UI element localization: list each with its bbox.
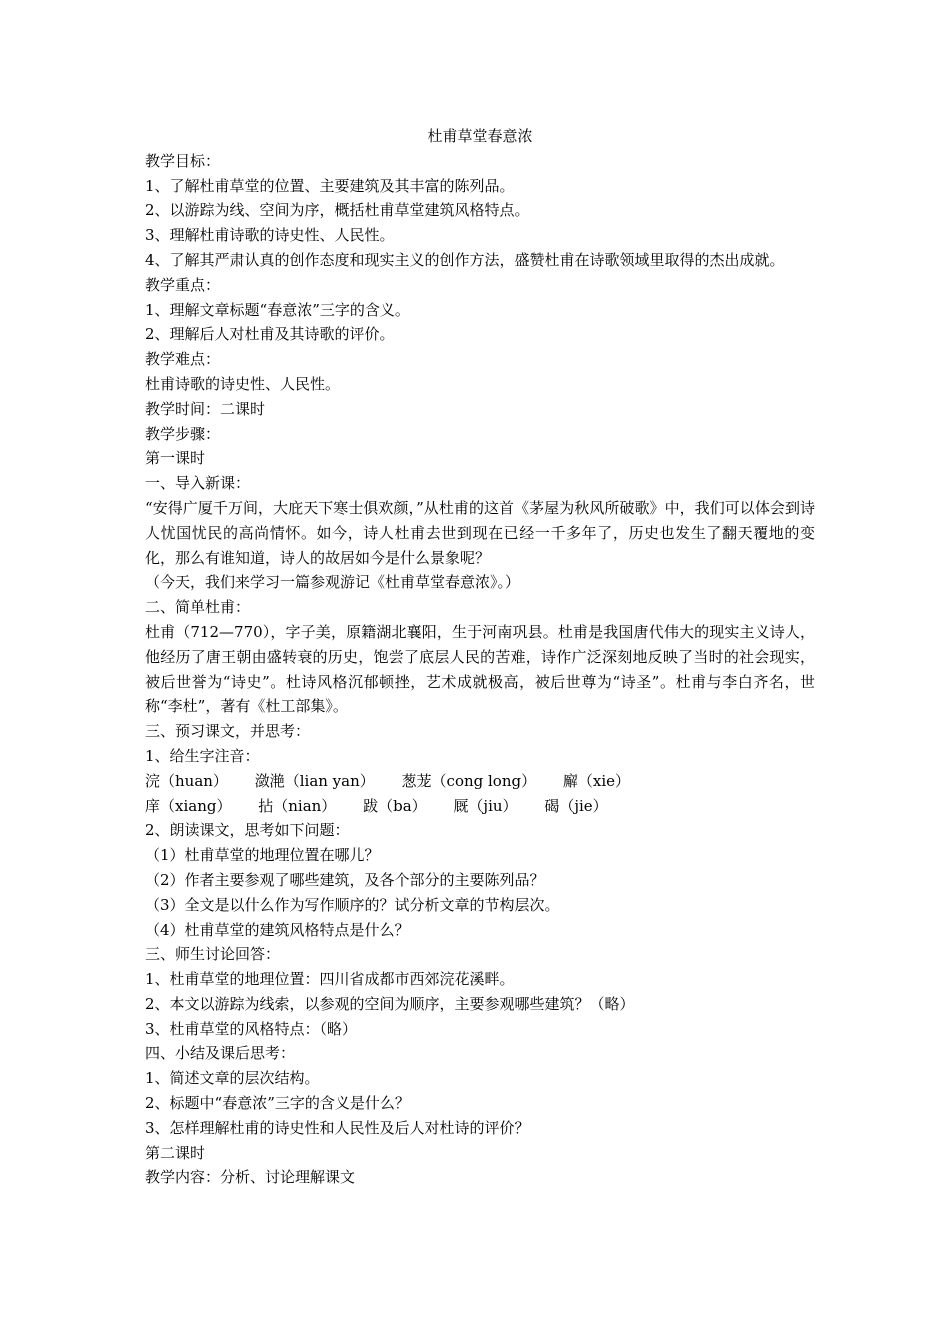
discuss-item: 2、本文以游踪为线索，以参观的空间为顺序，主要参观哪些建筑？（略） [145, 994, 635, 1013]
intro-text: “安得广厦千万间，大庇天下寒士俱欢颜，”从杜甫的这首《茅屋为秋风所破歌》中，我们可以体会到诗人忧国忧民的高尚情怀。如今，诗人杜甫去世到现在已经一千多年了，历史也发生了翻天覆地的变化，那么有谁知道，诗人的故居如今是什么景象呢？ [145, 498, 815, 567]
summary-item: 2、标题中“春意浓”三字的含义是什么？ [145, 1094, 410, 1113]
focus-item: 2、理解后人对杜甫及其诗歌的评价。 [145, 325, 395, 344]
discuss-heading: 三、师生讨论回答： [145, 945, 281, 964]
difficulty-heading: 教学难点： [145, 350, 221, 369]
goals-heading: 教学目标： [145, 151, 221, 170]
lesson-one-heading: 第一课时 [145, 449, 206, 468]
goal-item: 4、了解其严肃认真的创作态度和现实主义的创作方法，盛赞杜甫在诗歌领域里取得的杰出成就。 [145, 250, 785, 269]
content-text: 教学内容：分析、讨论理解课文 [145, 1168, 356, 1187]
bio-heading: 二、简单杜甫： [145, 598, 251, 617]
pinyin-row [145, 769, 815, 794]
summary-item: 1、简述文章的层次结构。 [145, 1069, 320, 1088]
discuss-item: 3、杜甫草堂的风格特点：（略） [145, 1019, 358, 1038]
intro-heading: 一、导入新课： [145, 474, 251, 493]
intro-note: （今天，我们来学习一篇参观游记《杜甫草堂春意浓》。） [145, 573, 521, 592]
pinyin-row [145, 794, 815, 819]
question-item: （3）全文是以什么作为写作顺序的？试分析文章的节构层次。 [145, 895, 560, 914]
pinyin-item: 碣（jie） [544, 796, 608, 815]
preview-heading: 三、预习课文，并思考： [145, 722, 311, 741]
pinyin-heading: 1、给生字注音： [145, 746, 260, 765]
pinyin-item: 浣（huan） [145, 771, 228, 790]
lesson-two-heading: 第二课时 [145, 1143, 206, 1162]
question-item: （1）杜甫草堂的地理位置在哪儿？ [145, 846, 380, 865]
pinyin-item: 潋滟（lian yan） [254, 771, 375, 790]
question-item: （2）作者主要参观了哪些建筑，及各个部分的主要陈列品？ [145, 870, 545, 889]
questions-heading: 2、朗读课文，思考如下问题： [145, 821, 350, 840]
document-page [145, 124, 815, 1190]
pinyin-item: 跋（ba） [363, 796, 427, 815]
document-title: 杜甫草堂春意浓 [427, 127, 533, 145]
discuss-item: 1、杜甫草堂的地理位置：四川省成都市西郊浣花溪畔。 [145, 970, 515, 989]
pinyin-item: 厩（jiu） [453, 796, 518, 815]
time-text: 教学时间：二课时 [145, 399, 266, 418]
question-item: （4）杜甫草堂的建筑风格特点是什么？ [145, 920, 410, 939]
summary-item: 3、怎样理解杜甫的诗史性和人民性及后人对杜诗的评价？ [145, 1118, 530, 1137]
focus-item: 1、理解文章标题“春意浓”三字的含义。 [145, 300, 410, 319]
focus-heading: 教学重点： [145, 275, 221, 294]
summary-heading: 四、小结及课后思考： [145, 1044, 296, 1063]
goal-item: 1、了解杜甫草堂的位置、主要建筑及其丰富的陈列品。 [145, 176, 515, 195]
goal-item: 2、以游踪为线、空间为序，概括杜甫草堂建筑风格特点。 [145, 201, 530, 220]
pinyin-item: 庠（xiang） [145, 796, 232, 815]
pinyin-item: 拈（nian） [258, 796, 337, 815]
bio-text: 杜甫（712—770），字子美，原籍湖北襄阳，生于河南巩县。杜甫是我国唐代伟大的现实主义诗人，他经历了唐王朝由盛转衰的历史，饱尝了底层人民的苦难，诗作广泛深刻地反映了当时的社会现实，被后世誉为“诗史”。杜诗风格沉郁顿挫，艺术成就极高，被后世尊为“诗圣”。杜甫与李白齐名，世称“李杜”，著有《杜工部集》。 [145, 622, 815, 716]
pinyin-item: 葱茏（cong long） [401, 771, 537, 790]
difficulty-text: 杜甫诗歌的诗史性、人民性。 [145, 374, 341, 393]
goal-item: 3、理解杜甫诗歌的诗史性、人民性。 [145, 226, 395, 245]
pinyin-item: 廨（xie） [562, 771, 631, 790]
steps-heading: 教学步骤： [145, 424, 221, 443]
